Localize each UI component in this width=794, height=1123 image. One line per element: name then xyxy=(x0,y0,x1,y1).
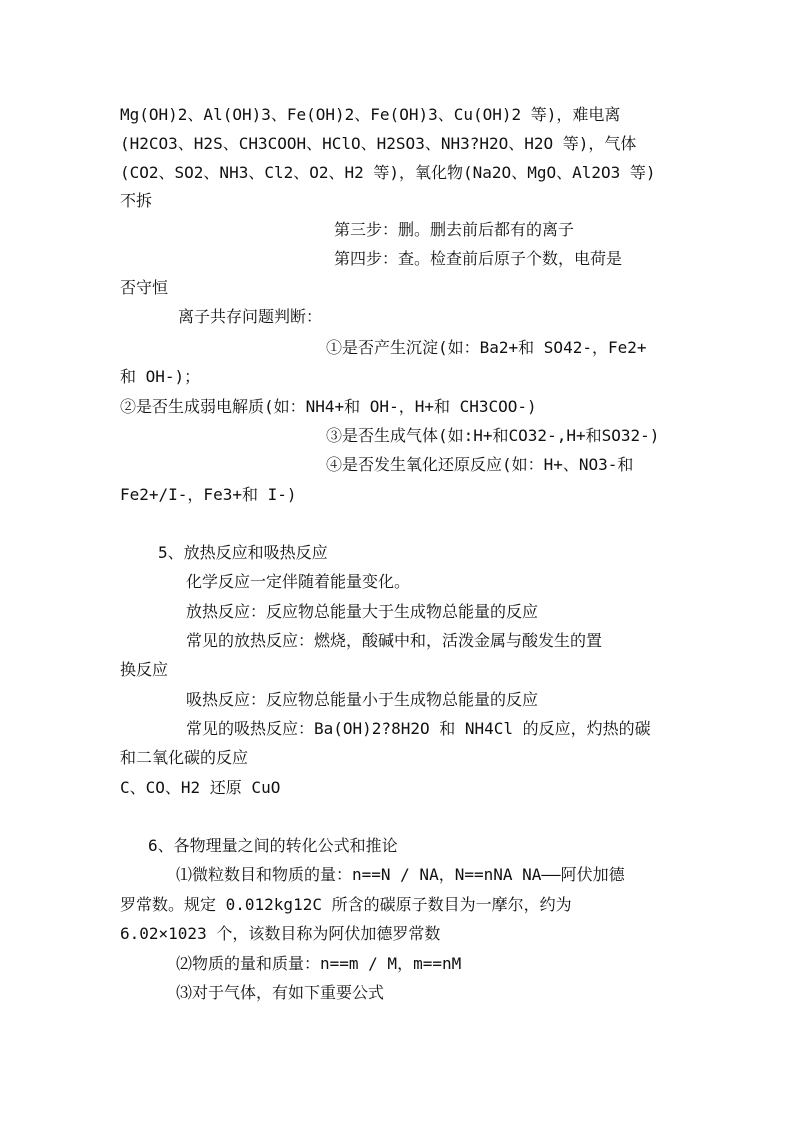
section-heading: 5、放热反应和吸热反应 xyxy=(158,543,328,562)
text-line: 放热反应：反应物总能量大于生成物总能量的反应 xyxy=(186,602,539,621)
text-line: 否守恒 xyxy=(120,278,169,297)
text-line: 不拆 xyxy=(120,191,153,210)
text-line: 吸热反应：反应物总能量小于生成物总能量的反应 xyxy=(186,690,539,709)
text-line: 第三步：删。删去前后都有的离子 xyxy=(334,220,575,239)
text-line: ②是否生成弱电解质(如：NH4+和 OH-，H+和 CH3COO-) xyxy=(120,397,537,416)
text-line: 常见的放热反应：燃烧，酸碱中和，活泼金属与酸发生的置 xyxy=(186,631,603,650)
text-line: 第四步：查。检查前后原子个数，电荷是 xyxy=(334,249,623,268)
text-line: ⑶对于气体，有如下重要公式 xyxy=(176,983,385,1002)
text-line: C、CO、H2 还原 CuO xyxy=(120,778,281,797)
text-line: (H2CO3、H2S、CH3COOH、HClO、H2SO3、NH3?H2O、H2O 等)，气体 xyxy=(120,134,637,153)
text-line: ①是否产生沉淀(如：Ba2+和 SO42-，Fe2+ xyxy=(326,338,647,357)
text-line: 和二氧化碳的反应 xyxy=(120,748,249,767)
text-line: 常见的吸热反应：Ba(OH)2?8H2O 和 NH4Cl 的反应，灼热的碳 xyxy=(186,719,651,738)
text-line: ⑴微粒数目和物质的量：n==N / NA，N==nNA NA——阿伏加德 xyxy=(176,865,625,884)
text-line: 和 OH-)； xyxy=(120,367,201,386)
text-line: 6.02×1023 个，该数目称为阿伏加德罗常数 xyxy=(120,924,441,943)
text-line: Fe2+/I-，Fe3+和 I-) xyxy=(120,485,297,504)
section-heading: 6、各物理量之间的转化公式和推论 xyxy=(148,836,398,855)
text-line: (CO2、SO2、NH3、Cl2、O2、H2 等)，氧化物(Na2O、MgO、Al2O3 等) xyxy=(120,163,656,182)
text-line: 化学反应一定伴随着能量变化。 xyxy=(186,572,411,591)
text-line: 换反应 xyxy=(120,660,169,679)
text-line: ③是否生成气体(如:H+和CO32-,H+和SO32-) xyxy=(326,426,660,445)
section-heading: 离子共存问题判断： xyxy=(178,307,323,326)
text-line: Mg(OH)2、Al(OH)3、Fe(OH)2、Fe(OH)3、Cu(OH)2 等)，难电离 xyxy=(120,105,621,124)
text-line: ⑵物质的量和质量：n==m / M，m==nM xyxy=(176,954,462,973)
text-line: ④是否发生氧化还原反应(如：H+、NO3-和 xyxy=(326,455,634,474)
text-line: 罗常数。规定 0.012kg12C 所含的碳原子数目为一摩尔，约为 xyxy=(120,895,572,914)
